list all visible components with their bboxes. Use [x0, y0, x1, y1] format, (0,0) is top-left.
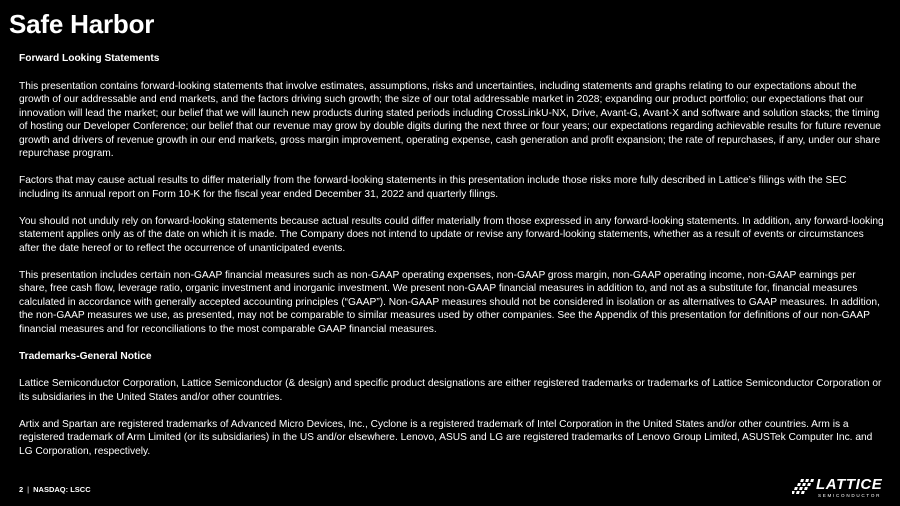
page-number: 2 — [19, 485, 24, 494]
forward-looking-paragraph-3: You should not unduly rely on forward-looking statements because actual results could differ materially from those expressed in any forward-looking statements. In addition, any forward-looking statement applies only as of the date on which it is made. The Company does not intend to update or revise any forward-looking statements, whether as a result of events or circumstances after the date hereof or to reflect the occurrence of unanticipated events. — [19, 215, 884, 254]
slide-body — [19, 52, 885, 458]
slide-title: Safe Harbor — [9, 9, 155, 39]
ticker-label: NASDAQ: LSCC — [33, 485, 91, 494]
logo-tagline: SEMICONDUCTOR — [818, 493, 882, 498]
lattice-logo — [792, 478, 886, 500]
forward-looking-paragraph-2: Factors that may cause actual results to differ materially from the forward-looking statements in this presentation include those risks more fully described in Lattice’s filings with the SEC including its annual report on Form 10-K for the fiscal year ended December 31, 2022 and quarterly filings. — [19, 175, 847, 200]
forward-looking-paragraph-1: This presentation contains forward-looking statements that involve estimates, assumptions, risks and uncertainties, including statements and graphs relating to our expectations about the growth of our addressable and end markets, and the factors driving such growth; the size of our total addressable market in 2028; expanding our product portfolio; our expectations that our innovation will lead the market; our belief that we will launch new products during stated periods including CrossLinkU-NX, Drive, Avant-G, Avant-X and software and solution stacks; the timing of hosting our Developer Conference; our belief that our revenue may grow by double digits during the next three or four years; our expectations regarding achievable results for future revenue growth and drivers of revenue growth in our end markets, gross margin improvement, operating expense, cash generation and profit expansion; the rate of repurchases, if any, under our share repurchase program. — [19, 80, 881, 159]
footer-separator: | — [27, 485, 30, 494]
logo-wordmark: LATTICE — [816, 476, 883, 493]
slide-footer — [19, 485, 91, 495]
trademarks-paragraph-2: Artix and Spartan are registered trademarks of Advanced Micro Devices, Inc., Cyclone is a registered trademark of Intel Corporation in the United States and/or other countries. Arm is a registered trademark of Arm Limited (or its subsidiaries) in the US and/or elsewhere. Lenovo, ASUS and LG are registered trademarks of Lenovo Group Limited, ASUSTek Computer Inc. and LG Corporation, respectively. — [19, 418, 873, 457]
trademarks-heading: Trademarks-General Notice — [19, 350, 152, 362]
forward-looking-heading: Forward Looking Statements — [19, 53, 160, 64]
non-gaap-paragraph: This presentation includes certain non-GAAP financial measures such as non-GAAP operating expenses, non-GAAP gross margin, non-GAAP operating income, non-GAAP earnings per share, free cash flow, leverage ratio, organic investment and inorganic investment. We present non-GAAP financial measures in addition to, and not as a substitute for, financial measures calculated in accordance with generally accepted accounting principles (“GAAP”). Non-GAAP measures should not be considered in isolation or as alternatives to GAAP measures. In addition, the non-GAAP measures we use, as presented, may not be comparable to similar measures used by other companies. See the Appendix of this presentation for definitions of our non-GAAP financial measures and for reconciliations to the most comparable GAAP financial measures. — [19, 269, 880, 335]
lattice-dots-icon — [792, 479, 814, 494]
trademarks-paragraph-1: Lattice Semiconductor Corporation, Lattice Semiconductor (& design) and specific product designations are either registered trademarks or trademarks of Lattice Semiconductor Corporation or its subsidiaries in the United States and/or other countries. — [19, 378, 882, 403]
